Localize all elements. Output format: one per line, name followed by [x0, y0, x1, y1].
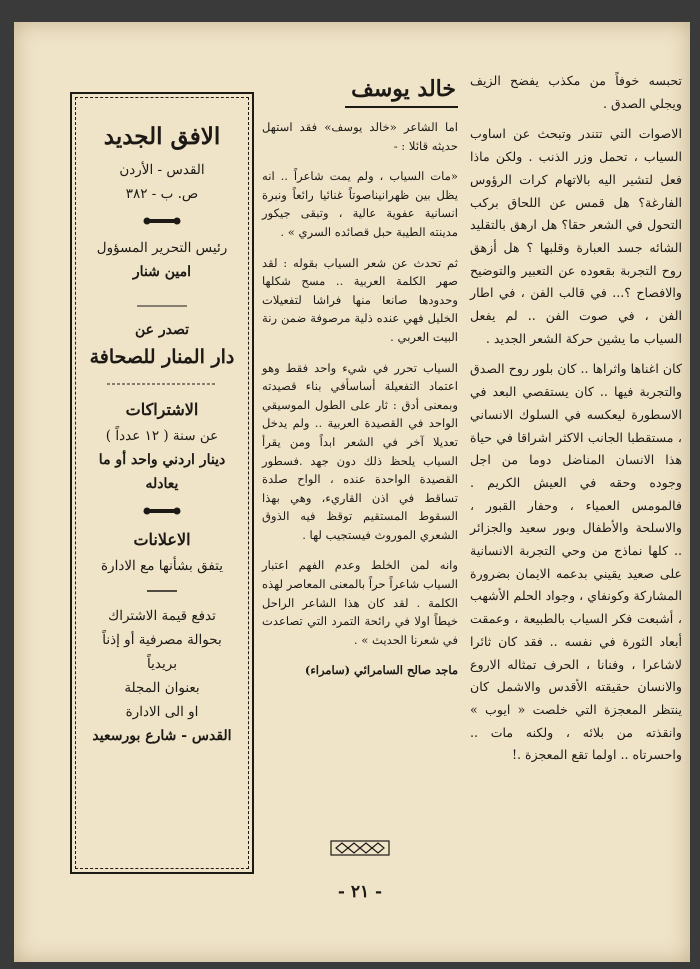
location: القدس - الأردن — [119, 162, 205, 178]
paragraph: السياب تحرر في شيء واحد فقط وهو اعتماد التفعيلة أساسأفي بناء قصيدته وبمعنى أدق : ثار على الطول الموسيقي الواحد في القصيدة العربية .. ولم يدخل تعديلا آخر في الشعر ابداً ومن يقرأ السياب يلحظ ذلك دون جهد .فسطور القصيدة الواحدة عنده ، الواح صلدة تساقط في اذن القاريء، وهي بهذا السقوط المستقيم توقظ فيه الذوق الشعري الموروث فيستجيب لها . — [262, 360, 458, 542]
ads-note: يتفق بشأنها مع الادارة — [100, 558, 224, 574]
subscription-period: عن سنة ( ١٢ عدداً ) — [105, 428, 219, 444]
publisher-name: دار المنار للصحافة — [89, 346, 235, 368]
editor-label: رئيس التحرير المسؤول — [96, 240, 228, 256]
divider-icon — [137, 304, 187, 308]
divider-ornament-icon — [142, 506, 182, 516]
author-signature: ماجد صالح السامرائي (سامراء) — [304, 663, 458, 678]
magazine-title: الافق الجديد — [103, 123, 221, 150]
po-box: ص. ب - ٣٨٢ — [125, 186, 199, 202]
page-number: - ٢١ - — [337, 882, 383, 902]
paragraph: الاصوات التي تتندر وتبحث عن اساوب السياب ، تحمل وزر الذنب . ولكن ماذا فعل لتشير اليه بالاتهام كرات الرؤوس الفارغة؟ هل قمس عن اللحاق بركب التحول في الشعر حقا؟ هل ارهق بالتقليد الشائه جسد العبارة وقلبها ؟ هل أزهق روح التجربة بقعوده عن التعبير والتوضيح والافصاح ؟... في قالب الفن ، في اطار الفن ، في صوت الفن .. لم يفعل السياب ما يشين حركة الشعر الجديد . — [470, 126, 682, 346]
divider-icon — [107, 382, 217, 386]
address-label: بعنوان المجلة — [124, 680, 200, 696]
subscriptions-heading: الاشتراكات — [125, 400, 199, 419]
paragraph: اما الشاعر «خالد يوسف» فقد استهل حديثه قائلا : - — [262, 120, 458, 153]
article-title: خالد يوسف — [345, 74, 458, 108]
payment-label: تدفع قيمة الاشتراك — [108, 608, 216, 624]
address: القدس - شارع بورسعيد — [92, 728, 232, 744]
paragraph: ثم تحدث عن شعر السياب بقوله : لقد صهر الكلمة العربية .. مسح شكلها وحدودها صانعا منها فراشا لتفعيلات الخليل فهي عنده ذلية مرصوفة ضمن رنة البيت العربي . — [262, 255, 458, 344]
paragraph: كان اغناها واثراها .. كان بلور روح الصدق والتجربة فيها .. كان يستقصي البعد في الاسطورة ليعكسه في السلوك الانساني ، مستقطبا الجانب الاكثر اشراقا في حياة هذا الانسان المناضل دوما من اجل وجوده وحقه في العيش الكريم . فالمومس العمياء ، وحفار القبور ، والاسلحة والأطفال وبور سعيد والجزائر .. كلها نماذج من وحي التجربة الانسانية على صعيد يقيني بدعمه الايمان بضرورة المشاركة وكونفاي ، وجواد الحلم الأشهب ، أشبعت فكر السياب بالطبيعة ، وعمقت أبعاد الثورة في نفسه .. فقد كان ثائرا لاشاعرا ، وفنانا ، الحرف تمثاله الاروع والانسان حقيقته الأقدس والاشمل كان ينتظر المعجزة التي خلصت « ايوب » وانقذته من بلائه ، ولكنه مات .. واحسرتاه .. اولما تقع المعجزة .! — [470, 361, 682, 763]
article-right-column — [470, 70, 682, 775]
paragraph: تحبسه خوفاً من مكذب يفضح الزيف ويجلي الصدق . — [470, 73, 682, 111]
ornament-icon — [330, 840, 390, 856]
paragraph: «مات السياب ، ولم يمت شاعراً .. انه يظل بين ظهرانيناصوتاً غنائيا رائعاً ونبرة انسانية عفوية عالية ، وتبقى جيكور مدينته الطيبة حبل قصائده السري » . — [262, 169, 458, 239]
address-or: او الى الادارة — [125, 704, 199, 720]
divider-ornament-icon — [142, 216, 182, 226]
divider-icon — [147, 588, 177, 594]
article-middle-column — [262, 74, 458, 680]
issued-by-label: تصدر عن — [134, 322, 190, 338]
payment-method: بحوالة مصرفية أو إذناً بريدياً — [102, 632, 222, 672]
masthead-box — [70, 92, 254, 874]
paragraph: وانه لمن الخلط وعدم الفهم اعتبار السياب شاعراً حراً بالمعنى المعاصر لهذه الكلمة . لقد كان هذا الشاعر الراحل خيطاً اولا في رائحة التمرد التي تصاعدت في شعرنا الحديث » . — [262, 558, 458, 647]
magazine-page — [14, 22, 690, 962]
subscription-price: دينار اردني واحد أو ما يعادله — [98, 452, 226, 492]
ads-heading: الاعلانات — [133, 530, 191, 549]
editor-name: امين شنار — [132, 264, 192, 280]
